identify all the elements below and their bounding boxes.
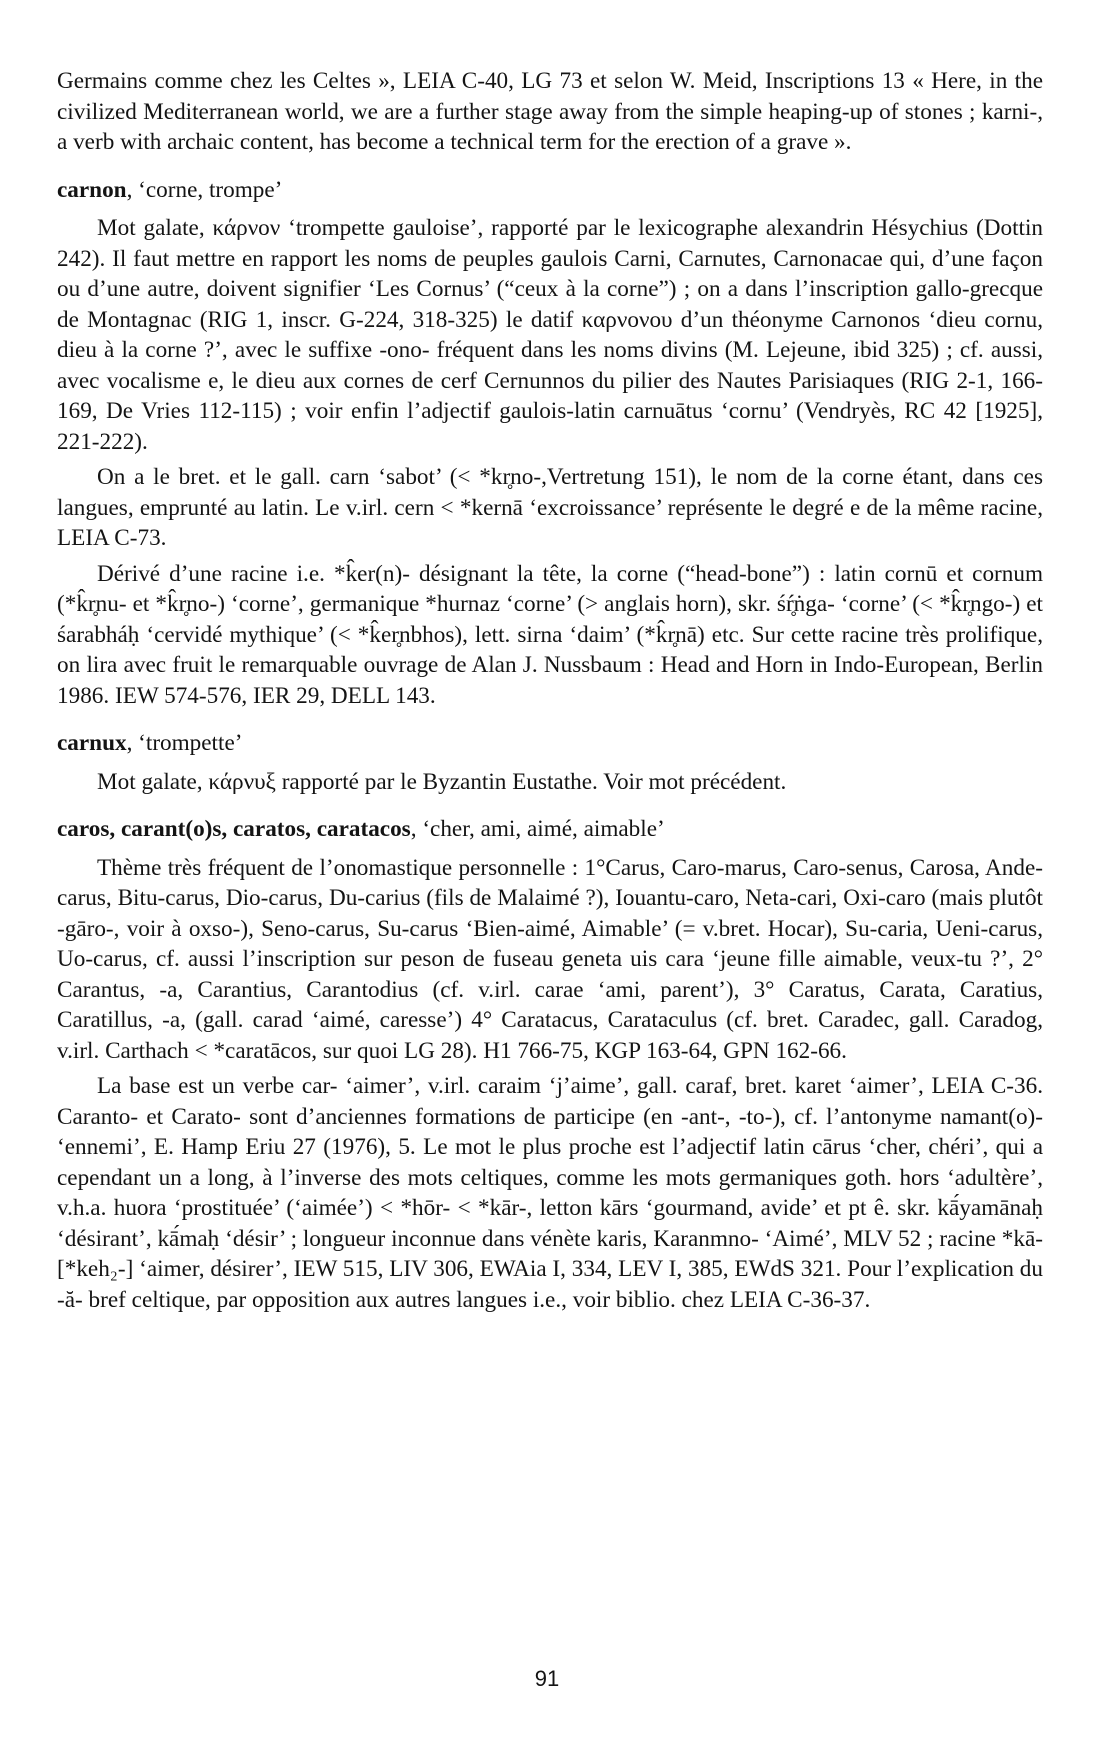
entry-heading (57, 728, 1043, 759)
entry-heading (57, 175, 1043, 206)
gloss: , ‘corne, trompe’ (126, 176, 283, 203)
headword: carnux (57, 730, 127, 756)
entry-paragraph: Thème très fréquent de l’onomastique personnelle : 1°Carus, Caro-marus, Caro-senus, Carosa, Ande-carus, Bitu-carus, Dio-carus, Du-carius (fils de Malaimé ?), Iouantu-caro, Neta-cari, Oxi-caro (mais plutôt -gāro-, voir à oxso-), Seno-carus, Su-carus ‘Bien-aimé, Aimable’ (= v.bret. Hocar), Su-caria, Ueni-carus, Uo-carus, cf. aussi l’inscription sur peson de fuseau geneta uis cara ‘jeune fille aimable, veux-tu ?’, 2° Carantus, -a, Carantius, Carantodius (cf. v.irl. carae ‘ami, parent’), 3° Caratus, Carata, Caratius, Caratillus, -a, (gall. carad ‘aimé, caresse’) 4° Caratacus, Carataculus (cf. bret. Caradec, gall. Caradog, v.irl. Carthach < *caratācos, sur quoi LG 28). H1 766-75, KGP 163-64, GPN 162-66. (57, 854, 1043, 1064)
headword: caros, carant(o)s, caratos, caratacos (57, 816, 411, 842)
gloss: , ‘cher, ami, aimé, aimable’ (410, 816, 665, 842)
page-body (57, 66, 1043, 1315)
entry-carnux (57, 728, 1043, 797)
gloss: , ‘trompette’ (126, 730, 243, 756)
entry-carnon (57, 175, 1043, 712)
entry-paragraph: On a le bret. et le gall. carn ‘sabot’ (< *kr̥no-,Vertretung 151), le nom de la corne étant, dans ces langues, emprunté au latin. Le v.irl. cern < *kernā ‘excroissance’ représente le degré e de la même racine, LEIA C-73. (57, 464, 1043, 551)
intro-paragraph: Germains comme chez les Celtes », LEIA C-40, LG 73 et selon W. Meid, Inscriptions 13 « Here, in the civilized Mediterranean world, we are a further stage away from the simple heaping-up of stones ; karni-, a verb with archaic content, has become a technical term for the erection of a grave ». (57, 68, 1043, 155)
page-number: 91 (534, 1666, 560, 1691)
entry-paragraph: Dérivé d’une racine i.e. *k̂er(n)- désignant la tête, la corne (“head-bone”) : latin cornū et cornum (*k̂r̥nu- et *k̂r̥no-) ‘corne’, germanique *hurnaz ‘corne’ (> anglais horn), skr. śŕ̥ṅga- ‘corne’ (< *k̂r̥ngo-) et śarabháḥ ‘cervidé mythique’ (< *k̂er̥nbhos), lett. sirna ‘daim’ (*k̂r̥nā) etc. Sur cette racine très prolifique, on lira avec fruit le remarquable ouvrage de Alan J. Nussbaum : Head and Horn in Indo-European, Berlin 1986. IEW 574-576, IER 29, DELL 143. (57, 560, 1043, 709)
headword: carnon (57, 176, 127, 203)
entry-paragraph: La base est un verbe car- ‘aimer’, v.irl. caraim ‘j’aime’, gall. caraf, bret. karet ‘aimer’, LEIA C-36. Caranto- et Carato- sont d’anciennes formations de participe (en -ant-, -to-), cf. l’antonyme namant(o)- ‘ennemi’, E. Hamp Eriu 27 (1976), 5. Le mot le plus proche est l’adjectif latin cārus ‘cher, chéri’, qui a cependant un a long, à l’inverse des mots celtiques, comme les mots germaniques goth. hors ‘adultère’, v.h.a. huora ‘prostituée’ (‘aimée’) < *hōr- < *kār-, letton kārs ‘gourmand, avide’ et pt ê. skr. kā́yamānaḥ ‘désirant’, kā́maḥ ‘désir’ ; longueur inconnue dans vénète karis, Karanmno- ‘Aimé’, MLV 52 ; racine *kā- [*keh₂-] ‘aimer, désirer’, IEW 515, LIV 306, EWAia I, 334, LEV I, 385, EWdS 321. Pour l’explication du -ă- bref celtique, par opposition aux autres langues i.e., voir biblio. chez LEIA C-36-37. (57, 1073, 1043, 1313)
entry-caros (57, 814, 1043, 1315)
entry-paragraph: Mot galate, κάρνυξ rapporté par le Byzantin Eustathe. Voir mot précédent. (97, 768, 787, 795)
entry-heading (57, 814, 1043, 845)
entry-paragraph: Mot galate, κάρνον ‘trompette gauloise’, rapporté par le lexicographe alexandrin Hésychius (Dottin 242). Il faut mettre en rapport les noms de peuples gaulois Carni, Carnutes, Carnonacae qui, d’une façon ou d’une autre, doivent signifier ‘Les Cornus’ (“ceux à la corne”) ; on a dans l’inscription gallo-grecque de Montagnac (RIG 1, inscr. G-224, 318-325) le datif καρνονου d’un théonyme Carnonos ‘dieu cornu, dieu à la corne ?’, avec le suffixe -ono- fréquent dans les noms divins (M. Lejeune, ibid 325) ; cf. aussi, avec vocalisme e, le dieu aux cornes de cerf Cernunnos du pilier des Nautes Parisiaques (RIG 2-1, 166-169, De Vries 112-115) ; voir enfin l’adjectif gaulois-latin carnuātus ‘cornu’ (Vendryès, RC 42 [1925], 221-222). (57, 215, 1043, 455)
